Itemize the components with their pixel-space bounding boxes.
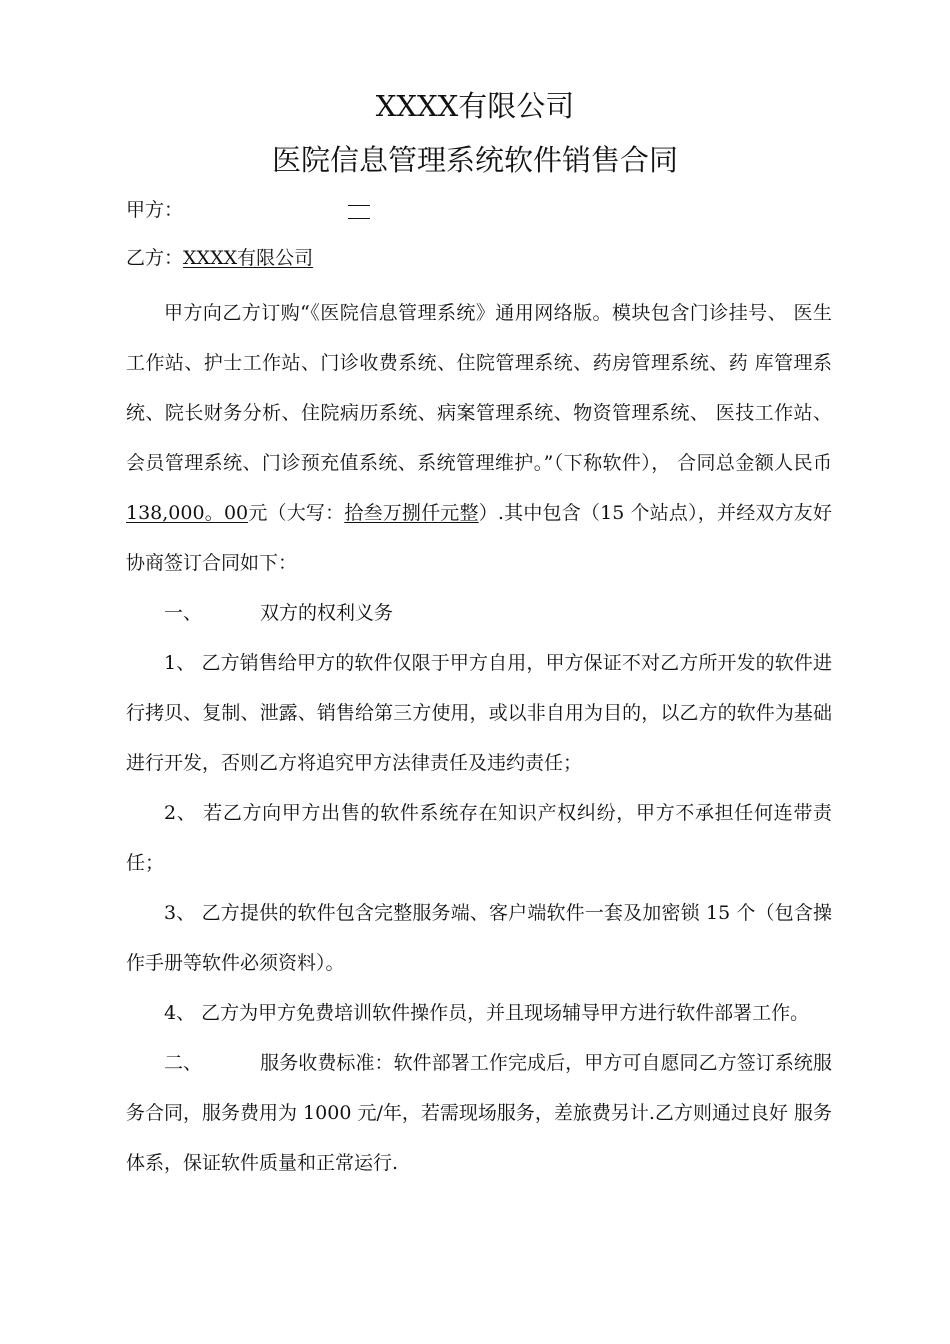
- section-1-item: 2、 若乙方向甲方出售的软件系统存在知识产权纠纷，甲方不承担任何连带责任；: [126, 802, 832, 874]
- contract-title: 医院信息管理系统软件销售合同: [271, 143, 678, 177]
- party-b-line: [126, 245, 313, 271]
- section-1-heading: 一、 双方的权利义务: [164, 602, 394, 624]
- intro-paragraph: 甲方向乙方订购“《医院信息管理系统》通用网络版。模块包含门诊挂号、 医生工作站、护士工作站、门诊收费系统、住院管理系统、药房管理系统、药 库管理系统、院长财务分析、住院病历系统、病案管理系统、物资管理系统、 医技工作站、会员管理系统、门诊预充值系统、系统管理维护。”（下称软件）， 合同总金额人民币138,000。00元（大写：拾叁万捌仟元整）.其中包含（15 个站点），并经双方友好协商签订合同如下：: [126, 302, 832, 574]
- party-b-name: XXXX有限公司: [183, 247, 314, 269]
- party-b-label: 乙方：: [126, 247, 184, 269]
- company-title: XXXX有限公司: [375, 89, 575, 123]
- contract-amount: 138,000。00: [126, 502, 249, 524]
- section-1-item: 4、 乙方为甲方免费培训软件操作员，并且现场辅导甲方进行软件部署工作。: [164, 1002, 810, 1024]
- section-1-item: 3、 乙方提供的软件包含完整服务端、客户端软件一套及加密锁 15 个（包含操作手册等软件必须资料）。: [126, 902, 832, 974]
- party-a-label: 甲方：: [126, 199, 184, 221]
- section-1-item: 1、 乙方销售给甲方的软件仅限于甲方自用，甲方保证不对乙方所开发的软件进行拷贝、复制、泄露、销售给第三方使用，或以非自用为目的，以乙方的软件为基础进行开发，否则乙方将追究甲方法律责任及违约责任；: [126, 652, 832, 774]
- contract-amount-words: 拾叁万捌仟元整: [344, 502, 479, 524]
- section-2-paragraph: 二、 服务收费标准：软件部署工作完成后，甲方可自愿同乙方签订系统服 务合同，服务费用为 1000 元/年，若需现场服务，差旅费另计.乙方则通过良好 服务体系，保证软件质量和正常运行.: [126, 1052, 832, 1174]
- party-a-blank-mark: [348, 205, 370, 219]
- contract-body: [126, 288, 832, 1188]
